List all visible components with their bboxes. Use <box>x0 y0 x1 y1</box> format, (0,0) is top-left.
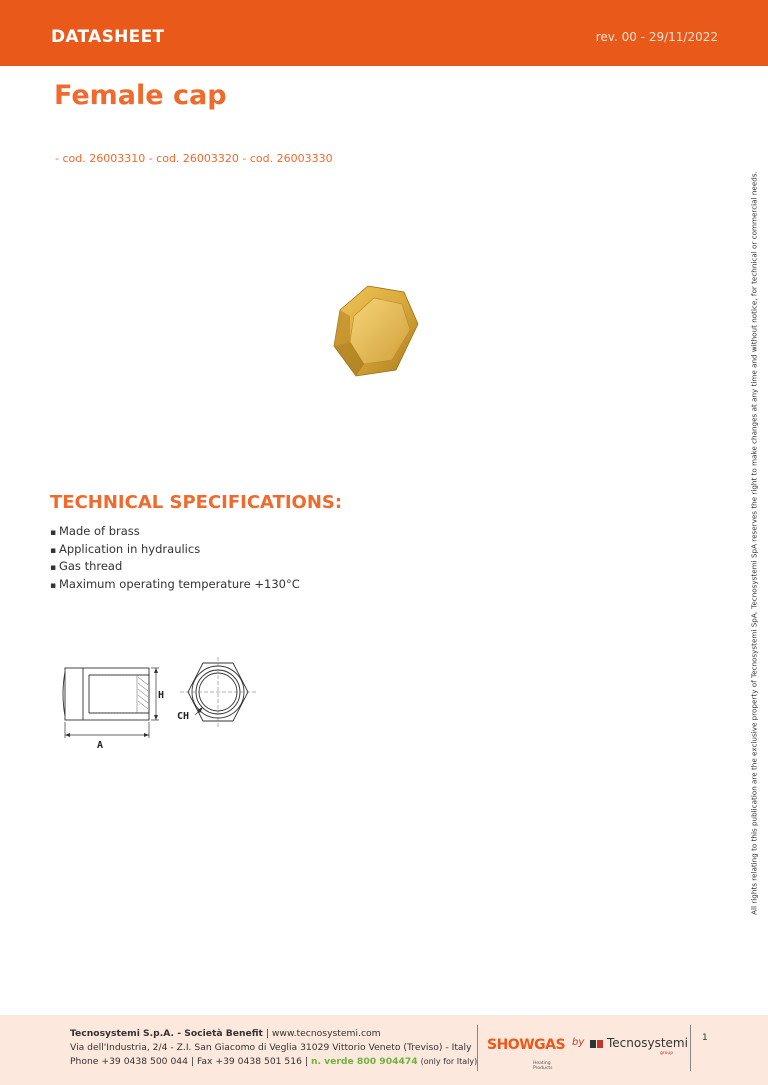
revision-date: rev. 00 - 29/11/2022 <box>595 30 718 44</box>
page-number: 1 <box>702 1033 708 1043</box>
document-type-label: DATASHEET <box>51 27 165 47</box>
footer-divider <box>477 1025 478 1071</box>
tecnosystemi-group-label: group <box>660 1051 674 1056</box>
separator: | <box>265 1028 269 1039</box>
fax-number: Fax +39 0438 501 516 <box>196 1056 302 1067</box>
showgas-logo-subtitle: Heating Products <box>533 1061 553 1071</box>
spec-item: ▪ Made of brass <box>50 524 300 542</box>
technical-specifications-heading: TECHNICAL SPECIFICATIONS: <box>50 492 343 513</box>
footer-divider <box>690 1025 691 1071</box>
company-name: Tecnosystemi S.p.A. - Società Benefit <box>70 1028 263 1039</box>
spec-item: ▪ Application in hydraulics <box>50 542 300 560</box>
dimension-a-label: A <box>97 740 104 751</box>
header-bar <box>0 0 768 66</box>
footer <box>0 1015 768 1085</box>
website-link[interactable]: www.tecnosystemi.com <box>271 1028 381 1039</box>
brass-cap-photo <box>330 280 422 380</box>
tecnosystemi-logo-text: Tecnosystemi <box>607 1036 688 1050</box>
toll-free-number: n. verde 800 904474 <box>310 1056 418 1067</box>
separator: | <box>304 1056 309 1067</box>
product-codes: - cod. 26003310 - cod. 26003320 - cod. 26003330 <box>55 152 333 165</box>
tecnosystemi-logo <box>590 1033 688 1063</box>
copyright-sidenote: All rights relating to this publication are the exclusive property of Tecnosystemi SpA. Tecnosystemi SpA reserves the right to make changes at any time and without notice, for technical or commercial needs. <box>749 171 759 915</box>
technical-drawing <box>55 655 285 755</box>
showgas-logo-text: SHOWGAS <box>487 1037 566 1053</box>
specifications-list <box>50 524 300 594</box>
product-title: Female cap <box>54 80 227 111</box>
dimension-ch-label: CH <box>177 711 190 722</box>
toll-free-note: (only for Italy) <box>420 1057 478 1066</box>
company-address: Via dell'Industria, 2/4 - Z.I. San Giacomo di Veglia 31029 Vittorio Veneto (Treviso) - Italy <box>70 1042 472 1053</box>
dimension-h-label: H <box>158 690 165 701</box>
company-info <box>70 1027 477 1069</box>
phone-number: Phone +39 0438 500 044 <box>70 1056 188 1067</box>
tecnosystemi-mark-icon <box>590 1038 604 1050</box>
spec-item: ▪ Gas thread <box>50 559 300 577</box>
separator: | <box>190 1056 195 1067</box>
spec-item: ▪ Maximum operating temperature +130°C <box>50 577 300 595</box>
by-label: by <box>572 1037 585 1048</box>
showgas-logo <box>487 1033 565 1069</box>
